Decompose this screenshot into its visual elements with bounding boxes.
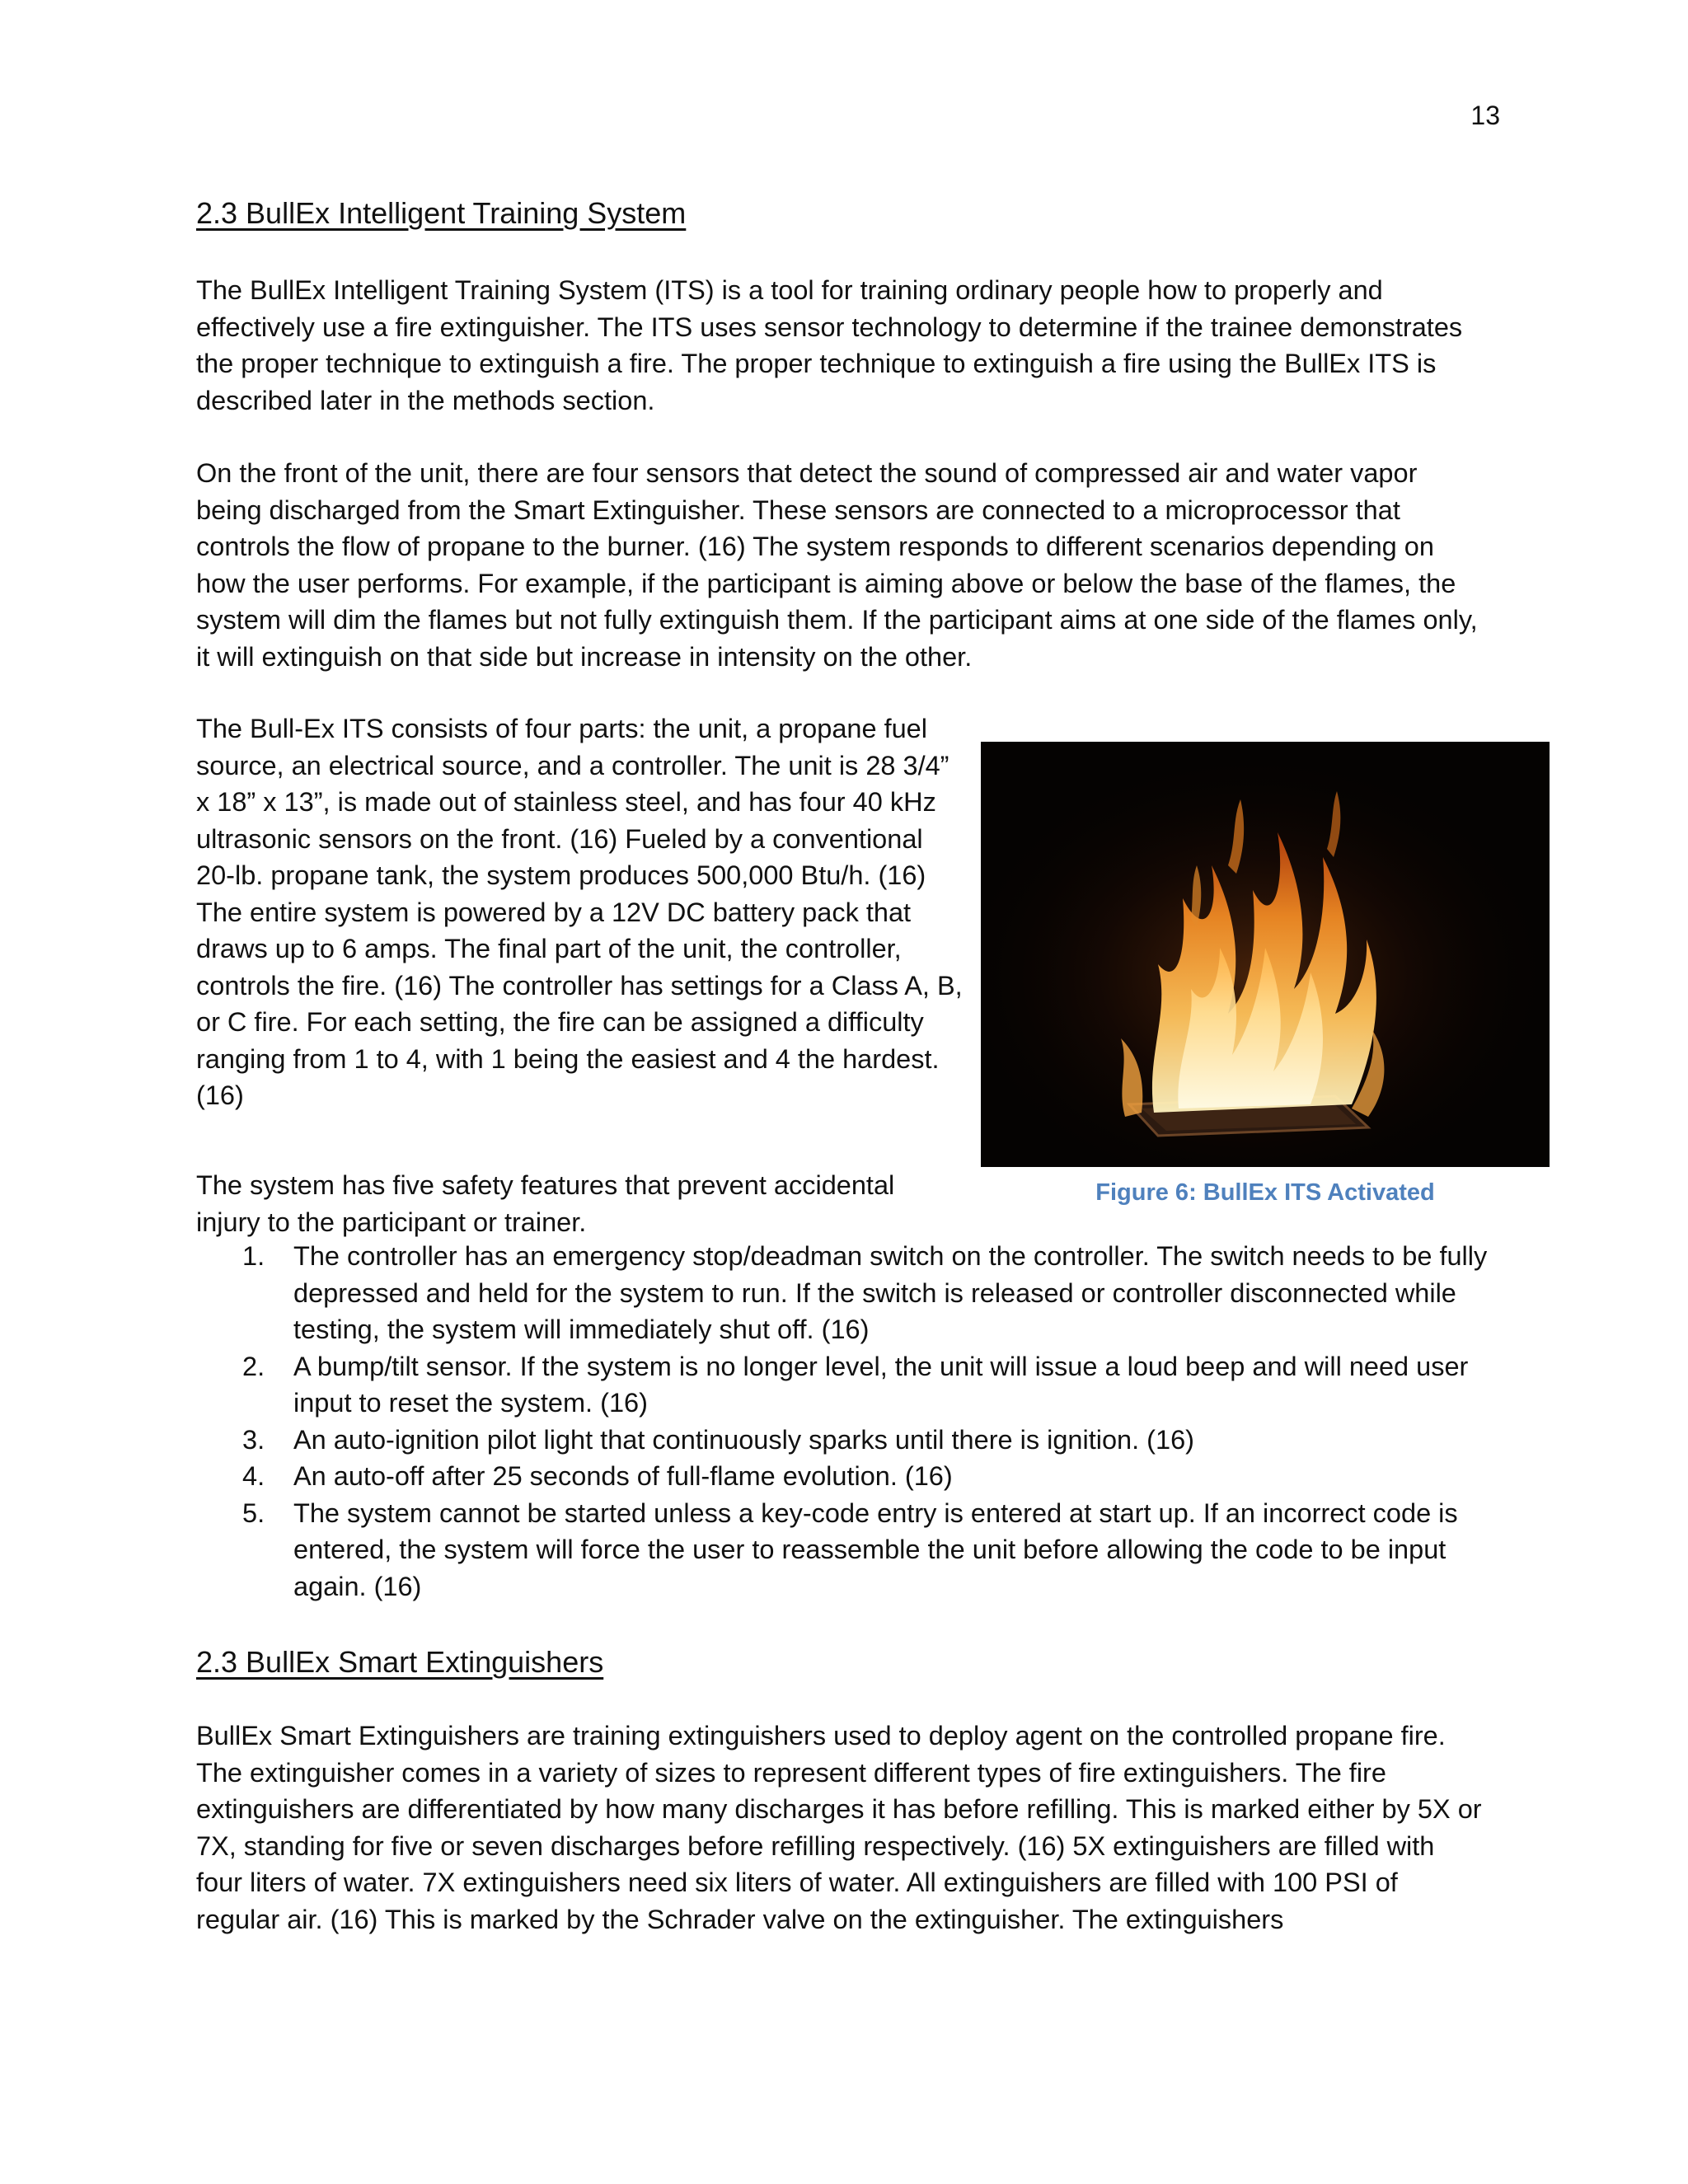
list-item	[196, 1458, 1498, 1495]
list-item-text: A bump/tilt sensor. If the system is no longer level, the unit will issue a loud beep and will need user input to reset the system. (16)	[293, 1351, 1469, 1418]
section-heading-extinguishers: 2.3 BullEx Smart Extinguishers	[196, 1645, 604, 1679]
figure-caption: Figure 6: BullEx ITS Activated	[1095, 1179, 1435, 1206]
page-number: 13	[1470, 101, 1500, 130]
safety-features-list	[196, 1238, 1498, 1605]
list-item-text: An auto-ignition pilot light that continuously sparks until there is ignition. (16)	[293, 1424, 1194, 1455]
section-heading-its: 2.3 BullEx Intelligent Training System	[196, 196, 687, 230]
list-number: 1.	[242, 1241, 265, 1271]
paragraph-its-intro: The BullEx Intelligent Training System (ITS) is a tool for training ordinary people how to properly and effectively use a fire extinguisher. The ITS uses sensor technology to determine if the trainee demonstrates the proper technique to extinguish a fire. The proper technique to extinguish a fire using the BullEx ITS is described later in the methods section.	[196, 275, 1463, 415]
list-item	[196, 1238, 1498, 1348]
list-item-text: An auto-off after 25 seconds of full-flame evolution. (16)	[293, 1461, 953, 1491]
list-number: 4.	[242, 1461, 265, 1491]
paragraph-extinguishers: BullEx Smart Extinguishers are training extinguishers used to deploy agent on the controlled propane fire. The extinguisher comes in a variety of sizes to represent different types of fire extinguishers. The fire extinguishers are differentiated by how many discharges it has before refilling. This is marked either by 5X or 7X, standing for five or seven discharges before refilling respectively. (16) 5X extinguishers are filled with four liters of water. 7X extinguishers need six liters of water. All extinguishers are filled with 100 PSI of regular air. (16) This is marked by the Schrader valve on the extinguisher. The extinguishers	[196, 1721, 1482, 1934]
list-item-text: The system cannot be started unless a key-code entry is entered at start up. If an incorrect code is entered, the system will force the user to reassemble the unit before allowing the code to be input again. (16)	[293, 1497, 1458, 1601]
figure-fire-photo	[981, 742, 1550, 1167]
list-item-text: The controller has an emergency stop/deadman switch on the controller. The switch needs to be fully depressed and held for the system to run. If the switch is released or controller disconnected while testing, the system will immediately shut off. (16)	[293, 1241, 1488, 1344]
flame-image	[981, 742, 1550, 1167]
paragraph-components: The Bull-Ex ITS consists of four parts: the unit, a propane fuel source, an electrical source, and a controller. The unit is 28 3/4” x 18” x 13”, is made out of stainless steel, and has four 40 kHz ultrasonic sensors on the front. (16) Fueled by a conventional 20-lb. propane tank, the system produces 500,000 Btu/h. (16) The entire system is powered by a 12V DC battery pack that draws up to 6 amps. The final part of the unit, the controller, controls the fire. (16) The controller has settings for a Class A, B, or C fire. For each setting, the fire can be assigned a difficulty ranging from 1 to 4, with 1 being the easiest and 4 the hardest. (16)	[196, 714, 963, 1110]
list-number: 3.	[242, 1424, 265, 1455]
list-number: 2.	[242, 1351, 265, 1381]
paragraph-sensors: On the front of the unit, there are four sensors that detect the sound of compressed air and water vapor being discharged from the Smart Extinguisher. These sensors are connected to a microprocessor that controls the flow of propane to the burner. (16) The system responds to different scenarios depending on how the user performs. For example, if the participant is aiming above or below the base of the flames, the system will dim the flames but not fully extinguish them. If the participant aims at one side of the flames only, it will extinguish on that side but increase in intensity on the other.	[196, 458, 1478, 672]
paragraph-safety-intro: The system has five safety features that prevent accidental injury to the participant or trainer.	[196, 1170, 895, 1237]
list-number: 5.	[242, 1497, 265, 1528]
list-item	[196, 1495, 1498, 1605]
list-item	[196, 1348, 1498, 1422]
list-item	[196, 1422, 1498, 1459]
